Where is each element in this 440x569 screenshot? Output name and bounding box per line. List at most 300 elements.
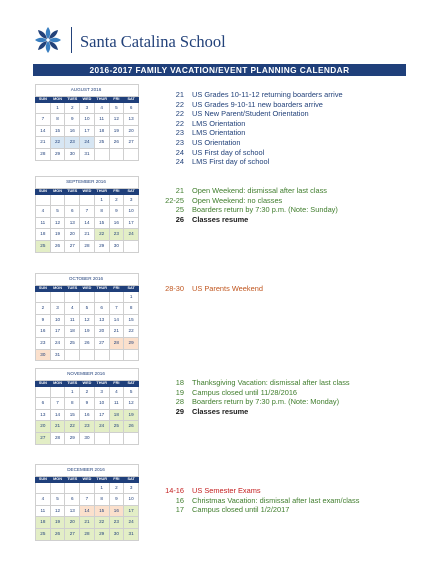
weekday-header: SAT bbox=[124, 96, 139, 102]
day-cell: 12 bbox=[124, 398, 139, 410]
day-cell: 19 bbox=[50, 229, 65, 241]
event-text: US Grades 9-10-11 new boarders arrive bbox=[192, 99, 323, 109]
day-cell: 1 bbox=[124, 291, 139, 303]
day-cell: 22 bbox=[50, 137, 65, 149]
week-row bbox=[36, 240, 139, 252]
day-cell: 14 bbox=[50, 409, 65, 421]
weekday-header: THUR bbox=[94, 96, 109, 102]
day-cell: 8 bbox=[94, 494, 109, 506]
day-cell: 7 bbox=[109, 303, 124, 315]
event-text: Thanksgiving Vacation: dismissal after last class bbox=[192, 378, 350, 387]
day-cell: 22 bbox=[94, 229, 109, 241]
day-cell: 11 bbox=[36, 505, 51, 517]
day-cell: 30 bbox=[36, 349, 51, 361]
day-cell: 6 bbox=[65, 206, 80, 218]
weekday-header: SAT bbox=[124, 285, 139, 291]
day-cell bbox=[65, 291, 80, 303]
day-cell: 27 bbox=[94, 337, 109, 349]
day-cell: 21 bbox=[80, 517, 95, 529]
event-date: 23 bbox=[175, 128, 184, 138]
day-cell: 28 bbox=[80, 528, 95, 540]
event-text: Classes resume bbox=[192, 214, 249, 224]
day-cell: 23 bbox=[65, 137, 80, 149]
calendar-grid bbox=[35, 84, 139, 161]
day-cell: 1 bbox=[50, 102, 65, 114]
event-date: 17 bbox=[175, 505, 184, 515]
day-cell: 12 bbox=[50, 217, 65, 229]
day-cell: 18 bbox=[36, 229, 51, 241]
day-cell bbox=[124, 349, 139, 361]
event-date: 24 bbox=[175, 157, 184, 167]
day-cell: 1 bbox=[94, 482, 109, 494]
event-item bbox=[150, 378, 420, 388]
day-cell: 14 bbox=[80, 505, 95, 517]
month-calendar bbox=[35, 176, 139, 253]
day-cell bbox=[109, 432, 124, 444]
event-item bbox=[150, 284, 420, 294]
weekday-header: SAT bbox=[124, 380, 139, 386]
day-cell: 17 bbox=[80, 125, 95, 137]
weekday-header: FRI bbox=[109, 476, 124, 482]
weekday-header: SUN bbox=[36, 285, 51, 291]
week-row bbox=[36, 217, 139, 229]
day-cell: 25 bbox=[65, 337, 80, 349]
day-cell: 3 bbox=[124, 482, 139, 494]
day-cell: 2 bbox=[109, 194, 124, 206]
day-cell bbox=[94, 148, 109, 160]
week-row bbox=[36, 409, 139, 421]
day-cell: 21 bbox=[109, 326, 124, 338]
day-cell: 12 bbox=[50, 505, 65, 517]
day-cell: 23 bbox=[36, 337, 51, 349]
week-row bbox=[36, 432, 139, 444]
day-cell bbox=[50, 482, 65, 494]
day-cell: 5 bbox=[109, 102, 124, 114]
week-row bbox=[36, 528, 139, 540]
week-row bbox=[36, 505, 139, 517]
day-cell: 2 bbox=[80, 386, 95, 398]
weekday-header: WED bbox=[80, 285, 95, 291]
week-row bbox=[36, 337, 139, 349]
day-cell bbox=[109, 349, 124, 361]
event-date: 14-16 bbox=[165, 486, 184, 495]
weekday-header: THUR bbox=[94, 285, 109, 291]
weekday-header: FRI bbox=[109, 96, 124, 102]
event-date: 24 bbox=[175, 147, 184, 157]
day-cell: 31 bbox=[80, 148, 95, 160]
calendar-grid bbox=[35, 273, 139, 361]
day-cell: 10 bbox=[124, 494, 139, 506]
event-item bbox=[150, 407, 420, 417]
day-cell: 4 bbox=[65, 303, 80, 315]
week-row bbox=[36, 291, 139, 303]
day-cell: 14 bbox=[109, 314, 124, 326]
day-cell: 4 bbox=[36, 494, 51, 506]
day-cell bbox=[50, 291, 65, 303]
weekday-header: THUR bbox=[94, 476, 109, 482]
week-row bbox=[36, 386, 139, 398]
event-date: 22 bbox=[175, 109, 184, 119]
week-row bbox=[36, 494, 139, 506]
day-cell: 21 bbox=[36, 137, 51, 149]
day-cell: 24 bbox=[94, 421, 109, 433]
day-cell: 21 bbox=[80, 229, 95, 241]
weekday-header: WED bbox=[80, 476, 95, 482]
day-cell: 5 bbox=[50, 206, 65, 218]
day-cell: 9 bbox=[65, 114, 80, 126]
event-text: LMS Orientation bbox=[192, 118, 246, 128]
event-date: 21 bbox=[175, 186, 184, 195]
day-cell: 19 bbox=[50, 517, 65, 529]
day-cell: 20 bbox=[36, 421, 51, 433]
event-text: US Semester Exams bbox=[192, 486, 261, 495]
day-cell: 3 bbox=[80, 102, 95, 114]
day-cell: 27 bbox=[36, 432, 51, 444]
day-cell bbox=[36, 194, 51, 206]
day-cell: 20 bbox=[94, 326, 109, 338]
event-text: US Parents Weekend bbox=[192, 284, 263, 293]
day-cell: 19 bbox=[109, 125, 124, 137]
day-cell: 19 bbox=[124, 409, 139, 421]
day-cell bbox=[94, 291, 109, 303]
day-cell: 21 bbox=[50, 421, 65, 433]
event-list bbox=[150, 90, 420, 167]
calendar-grid bbox=[35, 176, 139, 253]
day-cell: 6 bbox=[124, 102, 139, 114]
weekday-header: WED bbox=[80, 188, 95, 194]
month-calendar bbox=[35, 368, 139, 445]
event-text: US First day of school bbox=[192, 147, 265, 157]
day-cell: 17 bbox=[124, 217, 139, 229]
weekday-header: TUES bbox=[65, 380, 80, 386]
day-cell: 15 bbox=[94, 505, 109, 517]
event-date: 29 bbox=[175, 406, 184, 416]
day-cell: 26 bbox=[109, 137, 124, 149]
day-cell: 23 bbox=[109, 229, 124, 241]
day-cell: 13 bbox=[94, 314, 109, 326]
day-cell: 27 bbox=[65, 528, 80, 540]
day-cell: 30 bbox=[109, 528, 124, 540]
event-date: 19 bbox=[175, 387, 184, 397]
day-cell: 3 bbox=[94, 386, 109, 398]
day-cell: 11 bbox=[94, 114, 109, 126]
event-text: LMS Orientation bbox=[192, 128, 246, 138]
day-cell bbox=[80, 194, 95, 206]
day-cell: 25 bbox=[36, 528, 51, 540]
weekday-header: MON bbox=[50, 96, 65, 102]
week-row bbox=[36, 229, 139, 241]
day-cell: 20 bbox=[65, 517, 80, 529]
day-cell: 8 bbox=[50, 114, 65, 126]
day-cell bbox=[65, 194, 80, 206]
day-cell bbox=[109, 291, 124, 303]
day-cell: 10 bbox=[50, 314, 65, 326]
day-cell: 22 bbox=[94, 517, 109, 529]
day-cell: 26 bbox=[50, 528, 65, 540]
event-item bbox=[150, 186, 420, 196]
day-cell: 26 bbox=[124, 421, 139, 433]
day-cell bbox=[50, 194, 65, 206]
day-cell: 5 bbox=[50, 494, 65, 506]
day-cell: 4 bbox=[94, 102, 109, 114]
day-cell: 16 bbox=[109, 505, 124, 517]
day-cell: 1 bbox=[65, 386, 80, 398]
event-item bbox=[150, 388, 420, 398]
month-calendar bbox=[35, 273, 139, 361]
week-row bbox=[36, 398, 139, 410]
month-title: OCTOBER 2016 bbox=[36, 274, 139, 286]
day-cell: 23 bbox=[80, 421, 95, 433]
day-cell bbox=[36, 386, 51, 398]
event-text: Campus closed until 1/2/2017 bbox=[192, 505, 290, 515]
day-cell: 18 bbox=[65, 326, 80, 338]
day-cell: 29 bbox=[50, 148, 65, 160]
day-cell bbox=[65, 349, 80, 361]
day-cell: 2 bbox=[65, 102, 80, 114]
day-cell: 8 bbox=[65, 398, 80, 410]
day-cell: 25 bbox=[109, 421, 124, 433]
day-cell: 27 bbox=[124, 137, 139, 149]
day-cell: 7 bbox=[50, 398, 65, 410]
weekday-header: WED bbox=[80, 380, 95, 386]
month-calendar bbox=[35, 464, 139, 541]
event-item bbox=[150, 496, 420, 506]
week-row bbox=[36, 326, 139, 338]
event-item bbox=[150, 505, 420, 515]
event-text: US Orientation bbox=[192, 137, 241, 147]
event-text: Campus closed until 11/28/2016 bbox=[192, 387, 298, 397]
week-row bbox=[36, 102, 139, 114]
day-cell: 10 bbox=[124, 206, 139, 218]
month-title: AUGUST 2016 bbox=[36, 85, 139, 97]
event-item bbox=[150, 90, 420, 100]
day-cell: 16 bbox=[36, 326, 51, 338]
event-date: 22 bbox=[175, 118, 184, 128]
header bbox=[0, 0, 440, 62]
day-cell: 7 bbox=[80, 494, 95, 506]
weekday-header: SAT bbox=[124, 476, 139, 482]
header-divider bbox=[71, 27, 72, 53]
day-cell bbox=[80, 291, 95, 303]
day-cell: 24 bbox=[50, 337, 65, 349]
weekday-header: TUES bbox=[65, 476, 80, 482]
calendar-grid bbox=[35, 464, 139, 541]
day-cell: 30 bbox=[80, 432, 95, 444]
day-cell: 14 bbox=[36, 125, 51, 137]
day-cell: 7 bbox=[36, 114, 51, 126]
day-cell: 3 bbox=[50, 303, 65, 315]
day-cell: 28 bbox=[109, 337, 124, 349]
day-cell bbox=[36, 482, 51, 494]
week-row bbox=[36, 194, 139, 206]
day-cell: 28 bbox=[36, 148, 51, 160]
week-row bbox=[36, 148, 139, 160]
weekday-header: MON bbox=[50, 476, 65, 482]
weekday-header: SUN bbox=[36, 476, 51, 482]
weekday-header: TUES bbox=[65, 188, 80, 194]
weekday-header: WED bbox=[80, 96, 95, 102]
weekday-header: FRI bbox=[109, 285, 124, 291]
weekday-header: SUN bbox=[36, 380, 51, 386]
month-title: NOVEMBER 2016 bbox=[36, 369, 139, 381]
event-date: 28-30 bbox=[165, 284, 184, 293]
day-cell: 20 bbox=[124, 125, 139, 137]
weekday-header: SUN bbox=[36, 188, 51, 194]
day-cell: 4 bbox=[109, 386, 124, 398]
month-title: SEPTEMBER 2016 bbox=[36, 177, 139, 189]
week-row bbox=[36, 206, 139, 218]
day-cell: 13 bbox=[124, 114, 139, 126]
event-item bbox=[150, 205, 420, 215]
event-item bbox=[150, 138, 420, 148]
week-row bbox=[36, 517, 139, 529]
event-text: Christmas Vacation: dismissal after last exam/class bbox=[192, 495, 360, 505]
event-text: US Grades 10-11-12 returning boarders arrive bbox=[192, 90, 343, 99]
day-cell: 23 bbox=[109, 517, 124, 529]
day-cell: 4 bbox=[36, 206, 51, 218]
event-list bbox=[150, 284, 420, 294]
day-cell: 11 bbox=[65, 314, 80, 326]
day-cell: 31 bbox=[50, 349, 65, 361]
event-text: Classes resume bbox=[192, 406, 249, 416]
event-text: Open Weekend: no classes bbox=[192, 195, 283, 205]
week-row bbox=[36, 137, 139, 149]
day-cell: 9 bbox=[36, 314, 51, 326]
event-date: 22-25 bbox=[165, 195, 184, 205]
week-row bbox=[36, 482, 139, 494]
event-date: 21 bbox=[175, 90, 184, 99]
day-cell: 15 bbox=[50, 125, 65, 137]
weekday-header: TUES bbox=[65, 96, 80, 102]
event-date: 28 bbox=[175, 397, 184, 407]
day-cell: 18 bbox=[36, 517, 51, 529]
day-cell bbox=[109, 148, 124, 160]
day-cell: 24 bbox=[80, 137, 95, 149]
week-row bbox=[36, 114, 139, 126]
event-date: 26 bbox=[175, 214, 184, 224]
day-cell: 8 bbox=[124, 303, 139, 315]
day-cell: 29 bbox=[94, 528, 109, 540]
day-cell: 17 bbox=[50, 326, 65, 338]
day-cell: 22 bbox=[124, 326, 139, 338]
day-cell bbox=[124, 240, 139, 252]
day-cell: 1 bbox=[94, 194, 109, 206]
day-cell: 6 bbox=[94, 303, 109, 315]
event-item bbox=[150, 486, 420, 496]
event-item bbox=[150, 215, 420, 225]
day-cell: 13 bbox=[36, 409, 51, 421]
event-date: 18 bbox=[175, 378, 184, 387]
day-cell: 7 bbox=[80, 206, 95, 218]
day-cell: 27 bbox=[65, 240, 80, 252]
day-cell: 19 bbox=[80, 326, 95, 338]
day-cell bbox=[36, 291, 51, 303]
day-cell: 10 bbox=[80, 114, 95, 126]
weekday-header: MON bbox=[50, 380, 65, 386]
day-cell bbox=[124, 148, 139, 160]
event-date: 25 bbox=[175, 205, 184, 215]
day-cell: 11 bbox=[36, 217, 51, 229]
day-cell bbox=[80, 349, 95, 361]
day-cell: 24 bbox=[124, 229, 139, 241]
school-logo-icon bbox=[34, 26, 62, 54]
weekday-header: TUES bbox=[65, 285, 80, 291]
day-cell: 9 bbox=[109, 206, 124, 218]
day-cell: 25 bbox=[36, 240, 51, 252]
day-cell: 22 bbox=[65, 421, 80, 433]
day-cell: 5 bbox=[80, 303, 95, 315]
day-cell: 17 bbox=[124, 505, 139, 517]
day-cell: 26 bbox=[80, 337, 95, 349]
day-cell: 16 bbox=[109, 217, 124, 229]
week-row bbox=[36, 349, 139, 361]
weekday-header: FRI bbox=[109, 380, 124, 386]
day-cell: 30 bbox=[65, 148, 80, 160]
event-item bbox=[150, 119, 420, 129]
event-list bbox=[150, 186, 420, 224]
day-cell: 16 bbox=[65, 125, 80, 137]
event-date: 22 bbox=[175, 99, 184, 109]
event-date: 16 bbox=[175, 495, 184, 505]
day-cell bbox=[80, 482, 95, 494]
day-cell bbox=[65, 482, 80, 494]
calendar-grid bbox=[35, 368, 139, 445]
day-cell: 15 bbox=[94, 217, 109, 229]
day-cell: 29 bbox=[65, 432, 80, 444]
event-text: Boarders return by 7:30 p.m. (Note: Monday) bbox=[192, 397, 340, 407]
event-text: LMS First day of school bbox=[192, 157, 270, 167]
day-cell: 20 bbox=[65, 229, 80, 241]
day-cell: 31 bbox=[124, 528, 139, 540]
day-cell: 15 bbox=[65, 409, 80, 421]
weekday-header: THUR bbox=[94, 380, 109, 386]
day-cell: 18 bbox=[94, 125, 109, 137]
event-item bbox=[150, 196, 420, 206]
event-text: US New Parent/Student Orientation bbox=[192, 109, 309, 119]
day-cell: 29 bbox=[124, 337, 139, 349]
day-cell: 10 bbox=[94, 398, 109, 410]
day-cell: 8 bbox=[94, 206, 109, 218]
day-cell bbox=[50, 386, 65, 398]
day-cell: 6 bbox=[36, 398, 51, 410]
day-cell: 11 bbox=[109, 398, 124, 410]
week-row bbox=[36, 303, 139, 315]
day-cell: 6 bbox=[65, 494, 80, 506]
event-item bbox=[150, 157, 420, 167]
page-title-banner: 2016-2017 FAMILY VACATION/EVENT PLANNING CALENDAR bbox=[33, 64, 406, 76]
day-cell bbox=[94, 432, 109, 444]
day-cell: 12 bbox=[109, 114, 124, 126]
day-cell: 5 bbox=[124, 386, 139, 398]
day-cell: 25 bbox=[94, 137, 109, 149]
event-item bbox=[150, 397, 420, 407]
day-cell: 16 bbox=[80, 409, 95, 421]
day-cell: 29 bbox=[94, 240, 109, 252]
day-cell: 15 bbox=[124, 314, 139, 326]
day-cell: 2 bbox=[36, 303, 51, 315]
day-cell: 13 bbox=[65, 505, 80, 517]
day-cell bbox=[94, 349, 109, 361]
day-cell: 17 bbox=[94, 409, 109, 421]
day-cell: 14 bbox=[80, 217, 95, 229]
day-cell: 24 bbox=[124, 517, 139, 529]
day-cell: 3 bbox=[124, 194, 139, 206]
weekday-header: SAT bbox=[124, 188, 139, 194]
day-cell bbox=[124, 432, 139, 444]
event-item bbox=[150, 100, 420, 110]
event-list bbox=[150, 378, 420, 416]
event-item bbox=[150, 148, 420, 158]
